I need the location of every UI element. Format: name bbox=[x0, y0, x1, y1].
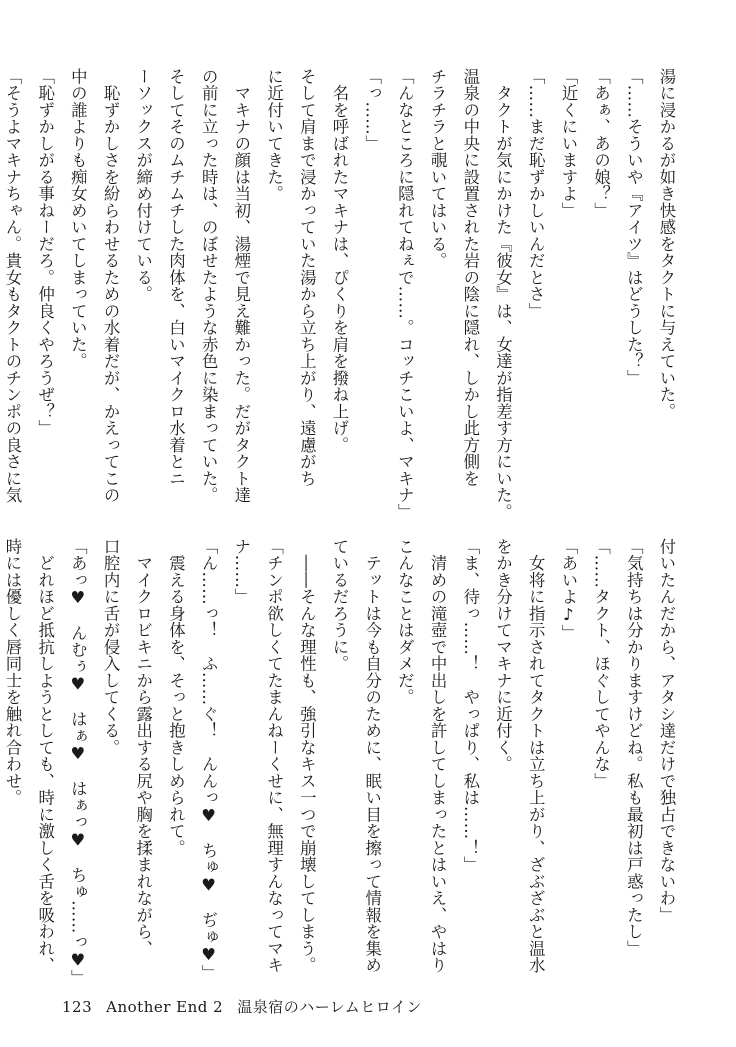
text-line: 「ん……っ！ ふ……ぐ！ んんっ♥ ちゅ♥ ぢゅ♥」 bbox=[199, 538, 219, 982]
text-line: ――そんな理性も、強引なキス一つで崩壊してしまう。 bbox=[297, 538, 317, 974]
book-subtitle: 温泉宿のハーレムヒロイン bbox=[237, 998, 422, 1016]
text-line: 「あっ♥ んむぅ♥ はぁ♥ はぁっ♥ ちゅ……っ♥」 bbox=[68, 538, 88, 987]
text-block-bottom bbox=[2, 538, 682, 987]
text-line: 「……タクト、ほぐしてやんな」 bbox=[591, 538, 611, 790]
text-line: 「そうよマキナちゃん。貴女もタクトのチンポの良さに気 bbox=[2, 68, 22, 504]
text-line: ているだろうに。 bbox=[329, 538, 349, 672]
text-line: 時には優しく唇同士を触れ合わせ。 bbox=[2, 538, 22, 806]
text-line: 「チンポ欲しくてたまんねーくせに、無理すんなってマキ bbox=[264, 538, 284, 974]
text-line: テットは今も自分のために、眠い目を擦って情報を集め bbox=[362, 538, 382, 974]
text-line: 「……そういや『アイツ』はどうした？」 bbox=[624, 68, 644, 387]
book-title: Another End 2 bbox=[106, 998, 224, 1016]
text-line: 名を呼ばれたマキナは、ぴくりを肩を撥ね上げ。 bbox=[329, 68, 349, 454]
text-line: の前に立った時は、のぼせたような赤色に染まっていた。 bbox=[199, 68, 219, 504]
text-line: タクトが気にかけた『彼女』は、女達が指差す方にいた。 bbox=[493, 68, 513, 521]
text-line: 「あいよ♪」 bbox=[558, 538, 578, 642]
text-line: 「気持ちは分かりますけどね。私も最初は戸惑ったし」 bbox=[624, 538, 644, 957]
text-line: 「んなところに隠れてねぇで……。コッチこいよ、マキナ」 bbox=[395, 68, 415, 521]
text-line: 「っ……」 bbox=[362, 68, 382, 152]
text-line: 「恥ずかしがる事ねーだろ。仲良くやろうぜ？」 bbox=[35, 68, 55, 437]
text-line: 口腔内に舌が侵入してくる。 bbox=[101, 538, 121, 756]
text-line: チラチラと覗いてはいる。 bbox=[428, 68, 448, 269]
text-block-top bbox=[2, 68, 682, 521]
text-line: 付いたんだから、アタシ達だけで独占できないわ」 bbox=[657, 538, 676, 924]
page-number: 123 bbox=[62, 998, 93, 1016]
text-line: どれほど抵抗しようとしても、時に激しく舌を吸われ、 bbox=[35, 538, 55, 974]
text-line: ナ……」 bbox=[231, 538, 251, 605]
text-line: そしてそのムチムチした肉体を、白いマイクロ水着とニ bbox=[166, 68, 186, 487]
page-footer bbox=[62, 996, 436, 1017]
text-line: そして肩まで浸かっていた湯から立ち上がり、遠慮がち bbox=[297, 68, 317, 487]
text-line: 女将に指示されてタクトは立ち上がり、ざぶざぶと温水 bbox=[526, 538, 546, 974]
text-line: マイクロビキニから露出する尻や胸を揉まれながら、 bbox=[133, 538, 153, 957]
text-line: こんなことはダメだ。 bbox=[395, 538, 415, 706]
text-line: に近付いてきた。 bbox=[264, 68, 284, 202]
text-line: マキナの顔は当初、湯煙で見え難かった。だがタクト達 bbox=[231, 68, 251, 504]
text-line: 「あぁ、あの娘？」 bbox=[591, 68, 611, 219]
text-line: 恥ずかしさを紛らわせるための水着だが、かえってこの bbox=[101, 68, 121, 504]
text-line: 中の誰よりも痴女めいてしまっていた。 bbox=[68, 68, 88, 370]
text-line: ーソックスが締め付けている。 bbox=[133, 68, 153, 303]
text-line: 「ま、待っ……！ やっぱり、私は……！」 bbox=[460, 538, 480, 873]
text-line: 震える身体を、そっと抱きしめられて。 bbox=[166, 538, 186, 857]
text-line: 清めの滝壺で中出しを許してしまったとはいえ、やはり bbox=[428, 538, 448, 974]
text-line: をかき分けてマキナに近付く。 bbox=[493, 538, 513, 773]
text-line: 湯に浸かるが如き快感をタクトに与えていた。 bbox=[657, 68, 676, 420]
text-line: 温泉の中央に設置された岩の陰に隠れ、しかし此方側を bbox=[460, 68, 480, 487]
text-line: 「近くにいますよ」 bbox=[558, 68, 578, 219]
text-line: 「……まだ恥ずかしいんだとさ」 bbox=[526, 68, 546, 320]
